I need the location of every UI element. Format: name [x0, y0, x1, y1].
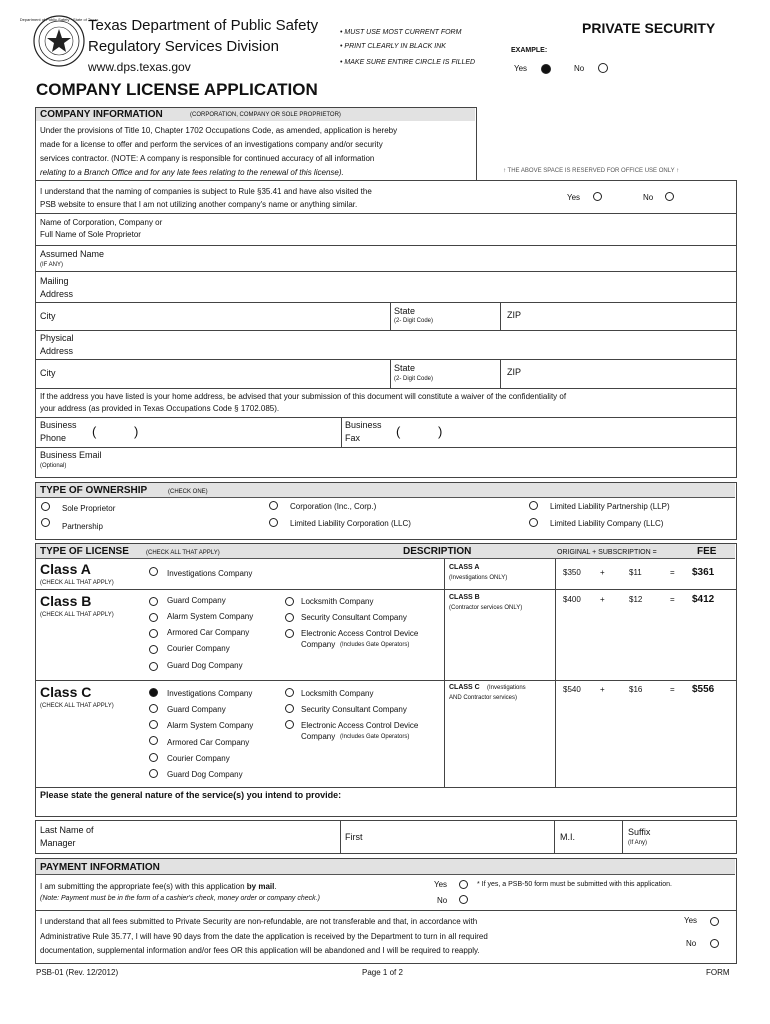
nonrefundable-no-radio[interactable]	[710, 939, 719, 948]
license-note: (CHECK ALL THAT APPLY)	[146, 550, 220, 556]
class-c-guard-dog-radio[interactable]	[149, 769, 158, 778]
instruction-fill-circle: • MAKE SURE ENTIRE CIRCLE IS FILLED	[340, 59, 476, 66]
class-c-courier-radio[interactable]	[149, 753, 158, 762]
nonrefundable-line1: I understand that all fees submitted to Private Security are non-refundable, are not transferable and that, in accordance with	[40, 917, 478, 926]
naming-no-radio[interactable]	[665, 192, 674, 201]
provisions-line1: Under the provisions of Title 10, Chapter 1702 Occupations Code, as amended, application is hereby	[40, 126, 398, 135]
mailing-address-field[interactable]	[200, 272, 730, 300]
fax-paren-close: )	[438, 424, 443, 439]
nonrefundable-line2: Administrative Rule 35.77, I will have 90 days from the date the application is received by the Department to turn in all required	[40, 932, 488, 941]
office-use-note: ↑ THE ABOVE SPACE IS RESERVED FOR OFFICE USE ONLY ↑	[503, 168, 680, 174]
naming-no-label: No	[643, 193, 654, 202]
nonrefundable-yes-label: Yes	[684, 916, 698, 925]
class-c-courier-label: Courier Company	[167, 754, 230, 763]
corporation-label: Corporation (Inc., Corp.)	[290, 502, 377, 511]
assumed-name-field[interactable]	[200, 246, 730, 270]
naming-line2: PSB website to ensure that I am not utilizing another company's name or anything similar.	[40, 200, 358, 209]
class-b-armored-label: Armored Car Company	[167, 628, 250, 637]
class-b-locksmith-radio[interactable]	[285, 597, 294, 606]
class-c-consultant-radio[interactable]	[285, 704, 294, 713]
example-yes-label: Yes	[514, 64, 528, 73]
divider	[390, 359, 391, 388]
nature-of-service-prompt: Please state the general nature of the service(s) you intend to provide:	[40, 790, 342, 800]
payment-heading: PAYMENT INFORMATION	[40, 862, 160, 873]
license-heading: TYPE OF LICENSE	[40, 546, 129, 557]
psb50-note: * If yes, a PSB-50 form must be submitted with this application.	[477, 881, 672, 888]
llp-radio[interactable]	[529, 501, 538, 510]
physical-address-label: Physical	[40, 333, 74, 343]
class-c-locksmith-radio[interactable]	[285, 688, 294, 697]
provisions-line4: relating to a Branch Office and for any late fees relating to the renewal of this license).	[40, 168, 344, 177]
physical-zip-label: ZIP	[507, 367, 522, 377]
llc-company-radio[interactable]	[529, 518, 538, 527]
divider	[35, 910, 736, 911]
physical-zip-field[interactable]	[530, 360, 730, 386]
payment-no-label: No	[437, 896, 448, 905]
divider	[500, 359, 501, 388]
class-b-check-all: (CHECK ALL THAT APPLY)	[40, 612, 114, 618]
manager-mi-label: M.I.	[560, 832, 575, 842]
assumed-name-label: Assumed Name	[40, 249, 105, 259]
business-email-optional: (Optional)	[40, 463, 67, 469]
divider	[340, 820, 341, 853]
payment-yes-label: Yes	[434, 880, 448, 889]
class-c-title: Class C	[40, 684, 92, 700]
divider	[341, 417, 342, 447]
home-address-warning-1: If the address you have listed is your home address, be advised that your submission of this document will constitute a waiver of the confidentiality of	[40, 392, 567, 401]
class-c-desc-title-note: (Investigations	[487, 685, 526, 691]
class-a-check-all: (CHECK ALL THAT APPLY)	[40, 580, 114, 586]
payment-mail-suffix: .	[274, 882, 277, 891]
class-c-access-control-radio[interactable]	[285, 720, 294, 729]
llp-label: Limited Liability Partnership (LLP)	[550, 502, 670, 511]
class-c-alarm-label: Alarm System Company	[167, 721, 254, 730]
class-b-access-control-radio[interactable]	[285, 629, 294, 638]
example-no-label: No	[574, 64, 585, 73]
private-security-title: PRIVATE SECURITY	[582, 20, 716, 36]
llc-corporation-radio[interactable]	[269, 518, 278, 527]
physical-city-field[interactable]	[70, 360, 388, 386]
mailing-zip-label: ZIP	[507, 310, 522, 320]
partnership-label: Partnership	[62, 522, 103, 531]
phone-paren-close: )	[134, 424, 139, 439]
partnership-radio[interactable]	[41, 518, 50, 527]
example-filled-radio	[541, 64, 551, 74]
manager-last-name-label: Last Name of	[40, 825, 94, 835]
manager-first-name-field[interactable]	[372, 821, 552, 851]
class-c-guard-label: Guard Company	[167, 705, 226, 714]
business-fax-label: Business	[345, 420, 382, 430]
class-c-plus: +	[600, 685, 605, 694]
class-b-alarm-radio[interactable]	[149, 613, 158, 622]
naming-line1: I understand that the naming of companies is subject to Rule §35.41 and have also visited the	[40, 187, 372, 196]
payment-no-radio[interactable]	[459, 895, 468, 904]
agency-line1: Texas Department of Public Safety	[88, 17, 319, 34]
business-fax-field[interactable]	[388, 418, 733, 446]
description-heading: DESCRIPTION	[403, 546, 472, 557]
manager-last-name-label-2: Manager	[40, 838, 76, 848]
class-c-access-control-cont: Company	[301, 732, 336, 741]
business-email-field[interactable]	[200, 448, 730, 475]
class-b-access-control-cont: Company	[301, 640, 336, 649]
manager-first-name-label: First	[345, 832, 363, 842]
class-a-desc-note: (Investigations ONLY)	[449, 575, 508, 581]
physical-city-label: City	[40, 368, 56, 378]
mailing-city-label: City	[40, 311, 56, 321]
class-b-consultant-label: Security Consultant Company	[301, 613, 407, 622]
class-b-fee: $412	[692, 594, 715, 605]
divider	[500, 302, 501, 330]
fax-paren-open: (	[396, 424, 401, 439]
class-a-subscription: $11	[629, 568, 642, 577]
class-a-plus: +	[600, 568, 605, 577]
class-c-fee: $556	[692, 684, 715, 695]
class-c-locksmith-label: Locksmith Company	[301, 689, 374, 698]
provisions-line2: made for a license to offer and perform the services of an investigations company and/or security	[40, 140, 383, 149]
manager-suffix-label: Suffix	[628, 827, 651, 837]
class-c-desc-title: CLASS C	[449, 684, 480, 691]
class-c-investigations-label: Investigations Company	[167, 689, 253, 698]
payment-mail-bold: by mail	[246, 882, 275, 891]
naming-yes-radio[interactable]	[593, 192, 602, 201]
mailing-state-note: (2- Digit Code)	[394, 318, 434, 324]
class-c-alarm-radio[interactable]	[149, 720, 158, 729]
form-title: COMPANY LICENSE APPLICATION	[36, 80, 318, 99]
manager-mi-field[interactable]	[580, 821, 620, 851]
manager-suffix-note: (If Any)	[628, 840, 648, 846]
class-c-access-control-note: (Includes Gate Operators)	[340, 734, 410, 740]
divider	[444, 559, 445, 787]
mailing-address-label-2: Address	[40, 289, 74, 299]
assumed-name-if-any: (IF ANY)	[40, 262, 64, 268]
business-phone-label: Business	[40, 420, 77, 430]
class-a-investigations-label: Investigations Company	[167, 569, 253, 578]
class-a-desc-title: CLASS A	[449, 564, 480, 571]
divider	[35, 680, 736, 681]
company-info-note: (CORPORATION, COMPANY OR SOLE PROPRIETOR)	[190, 112, 341, 118]
class-b-guard-dog-radio[interactable]	[149, 662, 158, 671]
business-phone-field[interactable]	[84, 418, 339, 446]
mailing-state-field[interactable]	[440, 303, 498, 329]
provisions-line3: services contractor. (NOTE: A company is responsible for continued accuracy of all information	[40, 154, 375, 163]
class-b-title: Class B	[40, 593, 92, 609]
manager-last-name-field[interactable]	[105, 821, 338, 851]
mailing-zip-field[interactable]	[530, 303, 730, 329]
payment-mail-prefix: I am submitting the appropriate fee(s) with this application	[40, 882, 247, 891]
llc-corporation-label: Limited Liability Corporation (LLC)	[290, 519, 411, 528]
class-b-equals: =	[670, 595, 675, 604]
phone-paren-open: (	[92, 424, 97, 439]
class-c-investigations-radio[interactable]	[149, 688, 158, 697]
llc-company-label: Limited Liability Company (LLC)	[550, 519, 664, 528]
payment-mail-statement	[40, 882, 277, 891]
class-b-access-control-note: (Includes Gate Operators)	[340, 642, 410, 648]
orig-sub-heading: ORIGINAL + SUBSCRIPTION =	[557, 549, 657, 556]
company-name-label: Name of Corporation, Company or	[40, 218, 163, 227]
class-a-original: $350	[563, 568, 581, 577]
example-empty-radio	[598, 63, 608, 73]
class-b-guard-label: Guard Company	[167, 596, 226, 605]
dps-seal	[19, 15, 99, 67]
seal-text: Department of Public Safety · State of Texas	[19, 17, 99, 22]
class-a-title: Class A	[40, 561, 91, 577]
class-c-original: $540	[563, 685, 581, 694]
page-number: Page 1 of 2	[362, 968, 403, 977]
physical-state-label: State	[394, 363, 416, 373]
divider	[35, 589, 736, 590]
class-b-courier-radio[interactable]	[149, 645, 158, 654]
nonrefundable-no-label: No	[686, 939, 697, 948]
class-a-fee: $361	[692, 567, 715, 578]
class-c-desc-note: AND Contractor services)	[449, 695, 518, 701]
payment-yes-radio[interactable]	[459, 880, 468, 889]
payment-note: (Note: Payment must be in the form of a cashier's check, money order or company check.)	[40, 895, 320, 902]
divider	[554, 820, 555, 853]
company-name-label-2: Full Name of Sole Proprietor	[40, 230, 141, 239]
mailing-city-field[interactable]	[70, 303, 388, 329]
mailing-state-label: State	[394, 306, 416, 316]
class-c-armored-label: Armored Car Company	[167, 738, 250, 747]
class-c-guard-radio[interactable]	[149, 704, 158, 713]
class-c-armored-radio[interactable]	[149, 736, 158, 745]
instruction-print-clearly: • PRINT CLEARLY IN BLACK INK	[340, 43, 446, 50]
class-b-desc-title: CLASS B	[449, 594, 480, 601]
company-name-field[interactable]	[200, 214, 730, 244]
class-b-alarm-label: Alarm System Company	[167, 612, 254, 621]
divider	[622, 820, 623, 853]
form-id: PSB-01 (Rev. 12/2012)	[36, 968, 119, 977]
class-c-subscription: $16	[629, 685, 643, 694]
class-c-equals: =	[670, 685, 675, 694]
agency-line2: Regulatory Services Division	[88, 38, 279, 55]
class-b-guard-dog-label: Guard Dog Company	[167, 661, 243, 670]
sole-proprietor-radio[interactable]	[41, 502, 50, 511]
instruction-current-form: • MUST USE MOST CURRENT FORM	[340, 29, 462, 36]
company-info-heading: COMPANY INFORMATION	[40, 109, 163, 120]
business-email-label: Business Email	[40, 450, 102, 460]
class-b-desc-note: (Contractor services ONLY)	[449, 605, 523, 611]
physical-state-field[interactable]	[440, 360, 498, 386]
class-b-consultant-radio[interactable]	[285, 613, 294, 622]
sole-proprietor-label: Sole Proprietor	[62, 504, 116, 513]
home-address-warning-2: your address (as provided in Texas Occupations Code § 1702.085).	[40, 404, 280, 413]
naming-yes-label: Yes	[567, 193, 581, 202]
divider	[390, 302, 391, 330]
ownership-heading: TYPE OF OWNERSHIP	[40, 485, 148, 496]
website-link[interactable]: www.dps.texas.gov	[88, 60, 191, 74]
class-b-plus: +	[600, 595, 605, 604]
divider	[555, 559, 556, 787]
class-c-check-all: (CHECK ALL THAT APPLY)	[40, 703, 114, 709]
class-b-access-control-label: Electronic Access Control Device	[301, 629, 419, 638]
business-fax-label-2: Fax	[345, 433, 361, 443]
divider	[35, 388, 736, 389]
class-a-investigations-radio[interactable]	[149, 567, 158, 576]
nonrefundable-yes-radio[interactable]	[710, 917, 719, 926]
class-b-courier-label: Courier Company	[167, 644, 230, 653]
fee-heading: FEE	[697, 546, 717, 557]
business-phone-label-2: Phone	[40, 433, 67, 443]
ownership-note: (CHECK ONE)	[168, 489, 208, 495]
physical-state-note: (2- Digit Code)	[394, 376, 434, 382]
class-c-guard-dog-label: Guard Dog Company	[167, 770, 243, 779]
nature-of-service-field[interactable]	[36, 802, 734, 814]
class-c-access-control-label: Electronic Access Control Device	[301, 721, 419, 730]
divider	[35, 787, 736, 788]
mailing-address-label: Mailing	[40, 276, 69, 286]
physical-address-label-2: Address	[40, 346, 74, 356]
nonrefundable-line3: documentation, supplemental information and/or fees OR this application will be abandoned and I will be required to reapply.	[40, 946, 480, 955]
form-label: FORM	[706, 968, 730, 977]
class-b-original: $400	[563, 595, 581, 604]
class-a-equals: =	[670, 568, 675, 577]
class-c-consultant-label: Security Consultant Company	[301, 705, 407, 714]
physical-address-field[interactable]	[200, 331, 730, 358]
example-label: EXAMPLE:	[511, 47, 548, 54]
class-b-guard-radio[interactable]	[149, 597, 158, 606]
class-b-locksmith-label: Locksmith Company	[301, 597, 374, 606]
corporation-radio[interactable]	[269, 501, 278, 510]
class-b-armored-radio[interactable]	[149, 629, 158, 638]
class-b-subscription: $12	[629, 595, 643, 604]
manager-suffix-field[interactable]	[660, 821, 732, 851]
